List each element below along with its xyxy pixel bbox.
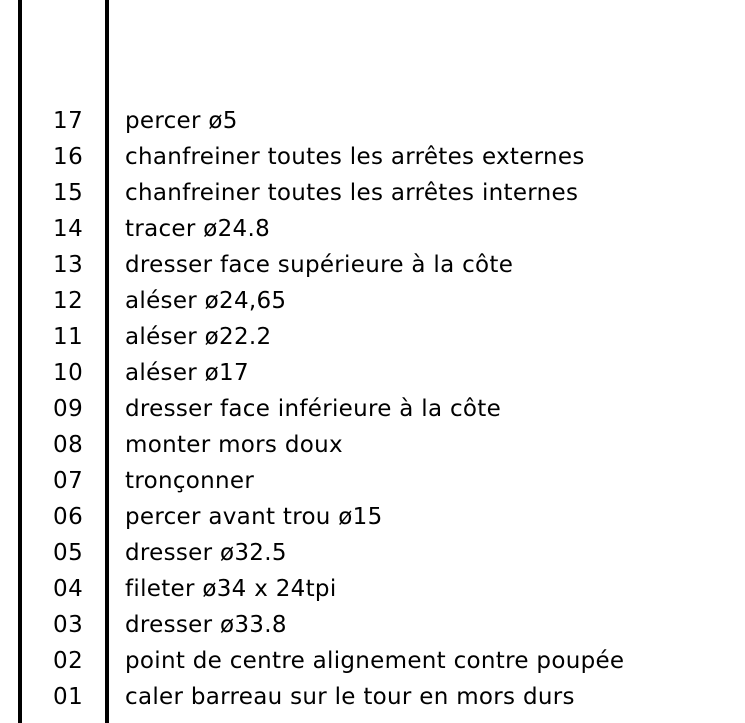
operation-label: tronçonner (125, 468, 255, 494)
operation-number: 07 (53, 468, 84, 494)
operation-row (0, 463, 745, 499)
operation-label: dresser ø33.8 (125, 612, 287, 638)
operation-row (0, 355, 745, 391)
operation-row (0, 103, 745, 139)
operation-number: 15 (53, 180, 84, 206)
operation-number: 04 (53, 576, 84, 602)
operation-label: chanfreiner toutes les arrêtes internes (125, 180, 579, 206)
operation-number: 02 (53, 648, 84, 674)
operation-row (0, 175, 745, 211)
operation-label: dresser face supérieure à la côte (125, 252, 514, 278)
operation-label: dresser ø32.5 (125, 540, 287, 566)
operation-row (0, 535, 745, 571)
operation-number: 10 (53, 360, 84, 386)
operation-row (0, 571, 745, 607)
operation-number: 16 (53, 144, 84, 170)
operation-row (0, 679, 745, 715)
operation-row (0, 607, 745, 643)
operation-number: 06 (53, 504, 84, 530)
operation-row (0, 427, 745, 463)
operation-number: 12 (53, 288, 84, 314)
operation-number: 14 (53, 216, 84, 242)
operation-label: tracer ø24.8 (125, 216, 271, 242)
operation-row (0, 499, 745, 535)
operation-label: percer avant trou ø15 (125, 504, 383, 530)
operation-label: aléser ø24,65 (125, 288, 287, 314)
operation-row (0, 139, 745, 175)
operation-label: dresser face inférieure à la côte (125, 396, 502, 422)
operation-number: 11 (53, 324, 84, 350)
operation-number: 13 (53, 252, 84, 278)
operation-number: 17 (53, 108, 84, 134)
operation-label: percer ø5 (125, 108, 238, 134)
operations-list (0, 103, 745, 715)
operation-row (0, 247, 745, 283)
operation-label: aléser ø22.2 (125, 324, 272, 350)
operation-label: chanfreiner toutes les arrêtes externes (125, 144, 585, 170)
operation-number: 01 (53, 684, 84, 710)
operation-number: 05 (53, 540, 84, 566)
operation-number: 08 (53, 432, 84, 458)
operation-row (0, 643, 745, 679)
operation-row (0, 391, 745, 427)
operation-label: fileter ø34 x 24tpi (125, 576, 337, 602)
operation-label: monter mors doux (125, 432, 343, 458)
operation-label: point de centre alignement contre poupée (125, 648, 625, 674)
operation-number: 03 (53, 612, 84, 638)
operation-row (0, 211, 745, 247)
operation-row (0, 319, 745, 355)
operation-number: 09 (53, 396, 84, 422)
operation-label: caler barreau sur le tour en mors durs (125, 684, 575, 710)
operation-label: aléser ø17 (125, 360, 249, 386)
operation-row (0, 283, 745, 319)
